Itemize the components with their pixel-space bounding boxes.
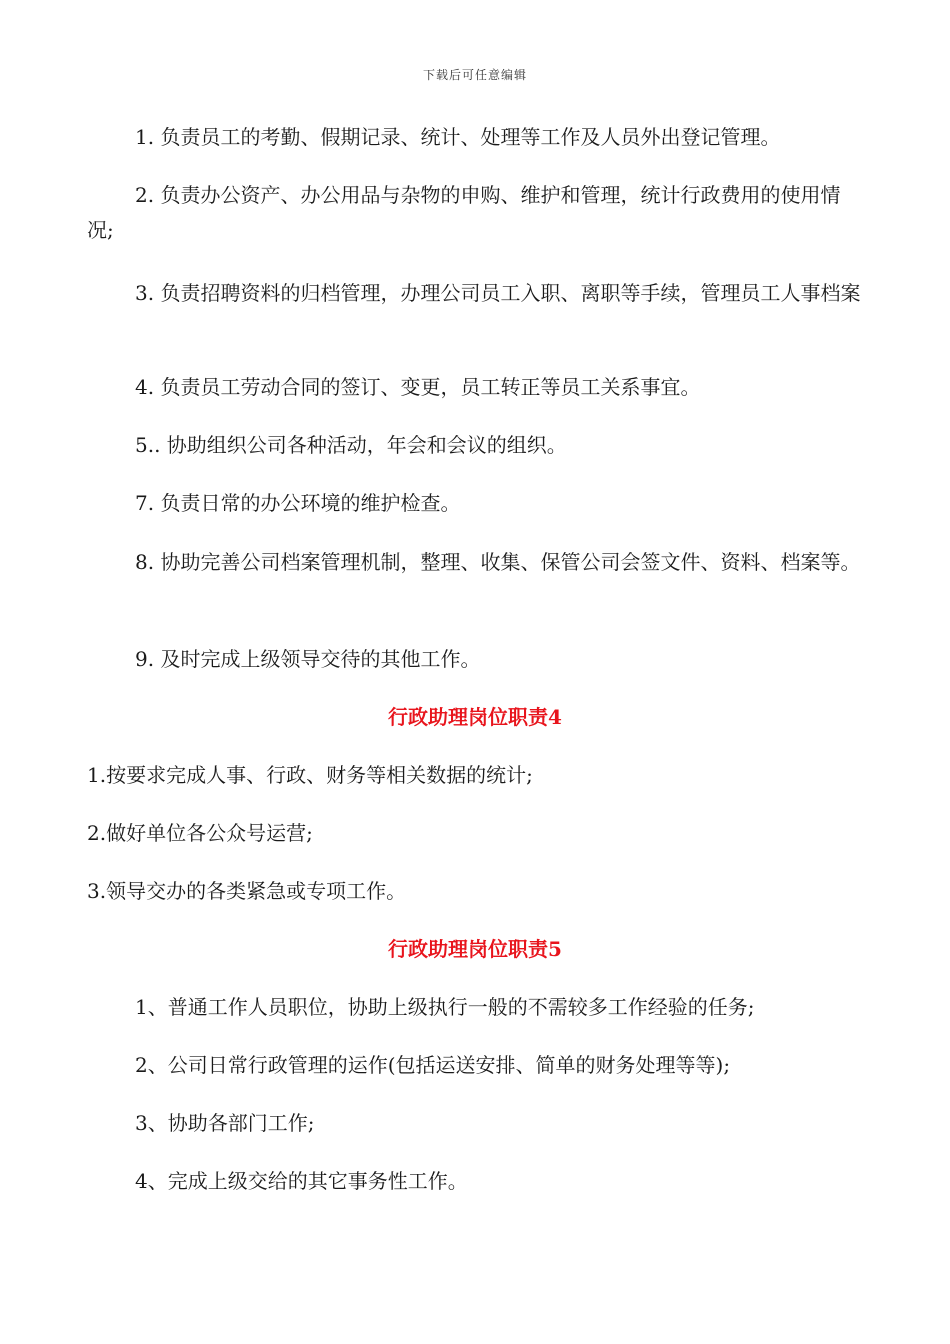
- list-item: 7. 负责日常的办公环境的维护检查。: [135, 491, 461, 515]
- list-item: 1. 负责员工的考勤、假期记录、统计、处理等工作及人员外出登记管理。: [135, 125, 781, 149]
- list-item: 2.做好单位各公众号运营;: [87, 821, 313, 845]
- list-item: 3. 负责招聘资料的归档管理，办理公司员工入职、离职等手续，管理员工人事档案: [135, 281, 861, 305]
- list-item: 2、公司日常行政管理的运作(包括运送安排、简单的财务处理等等);: [135, 1053, 731, 1077]
- list-item: 9. 及时完成上级领导交待的其他工作。: [135, 647, 481, 671]
- list-item: 3.领导交办的各类紧急或专项工作。: [87, 879, 407, 903]
- section-title: 行政助理岗位职责5: [388, 937, 562, 961]
- list-item: 4、完成上级交给的其它事务性工作。: [135, 1169, 468, 1193]
- page-header: 下载后可任意编辑: [422, 68, 527, 82]
- list-item: 1.按要求完成人事、行政、财务等相关数据的统计;: [87, 763, 533, 787]
- list-item: 8. 协助完善公司档案管理机制，整理、收集、保管公司会签文件、资料、档案等。: [135, 550, 861, 574]
- section-title: 行政助理岗位职责4: [388, 705, 562, 729]
- list-item: 3、协助各部门工作;: [135, 1111, 315, 1135]
- list-item: 2. 负责办公资产、办公用品与杂物的申购、维护和管理，统计行政费用的使用情况;: [87, 183, 841, 242]
- list-item: 1、普通工作人员职位，协助上级执行一般的不需较多工作经验的任务;: [135, 995, 755, 1019]
- list-item: 4. 负责员工劳动合同的签订、变更，员工转正等员工关系事宜。: [135, 375, 701, 399]
- list-item: 5.. 协助组织公司各种活动，年会和会议的组织。: [135, 433, 567, 457]
